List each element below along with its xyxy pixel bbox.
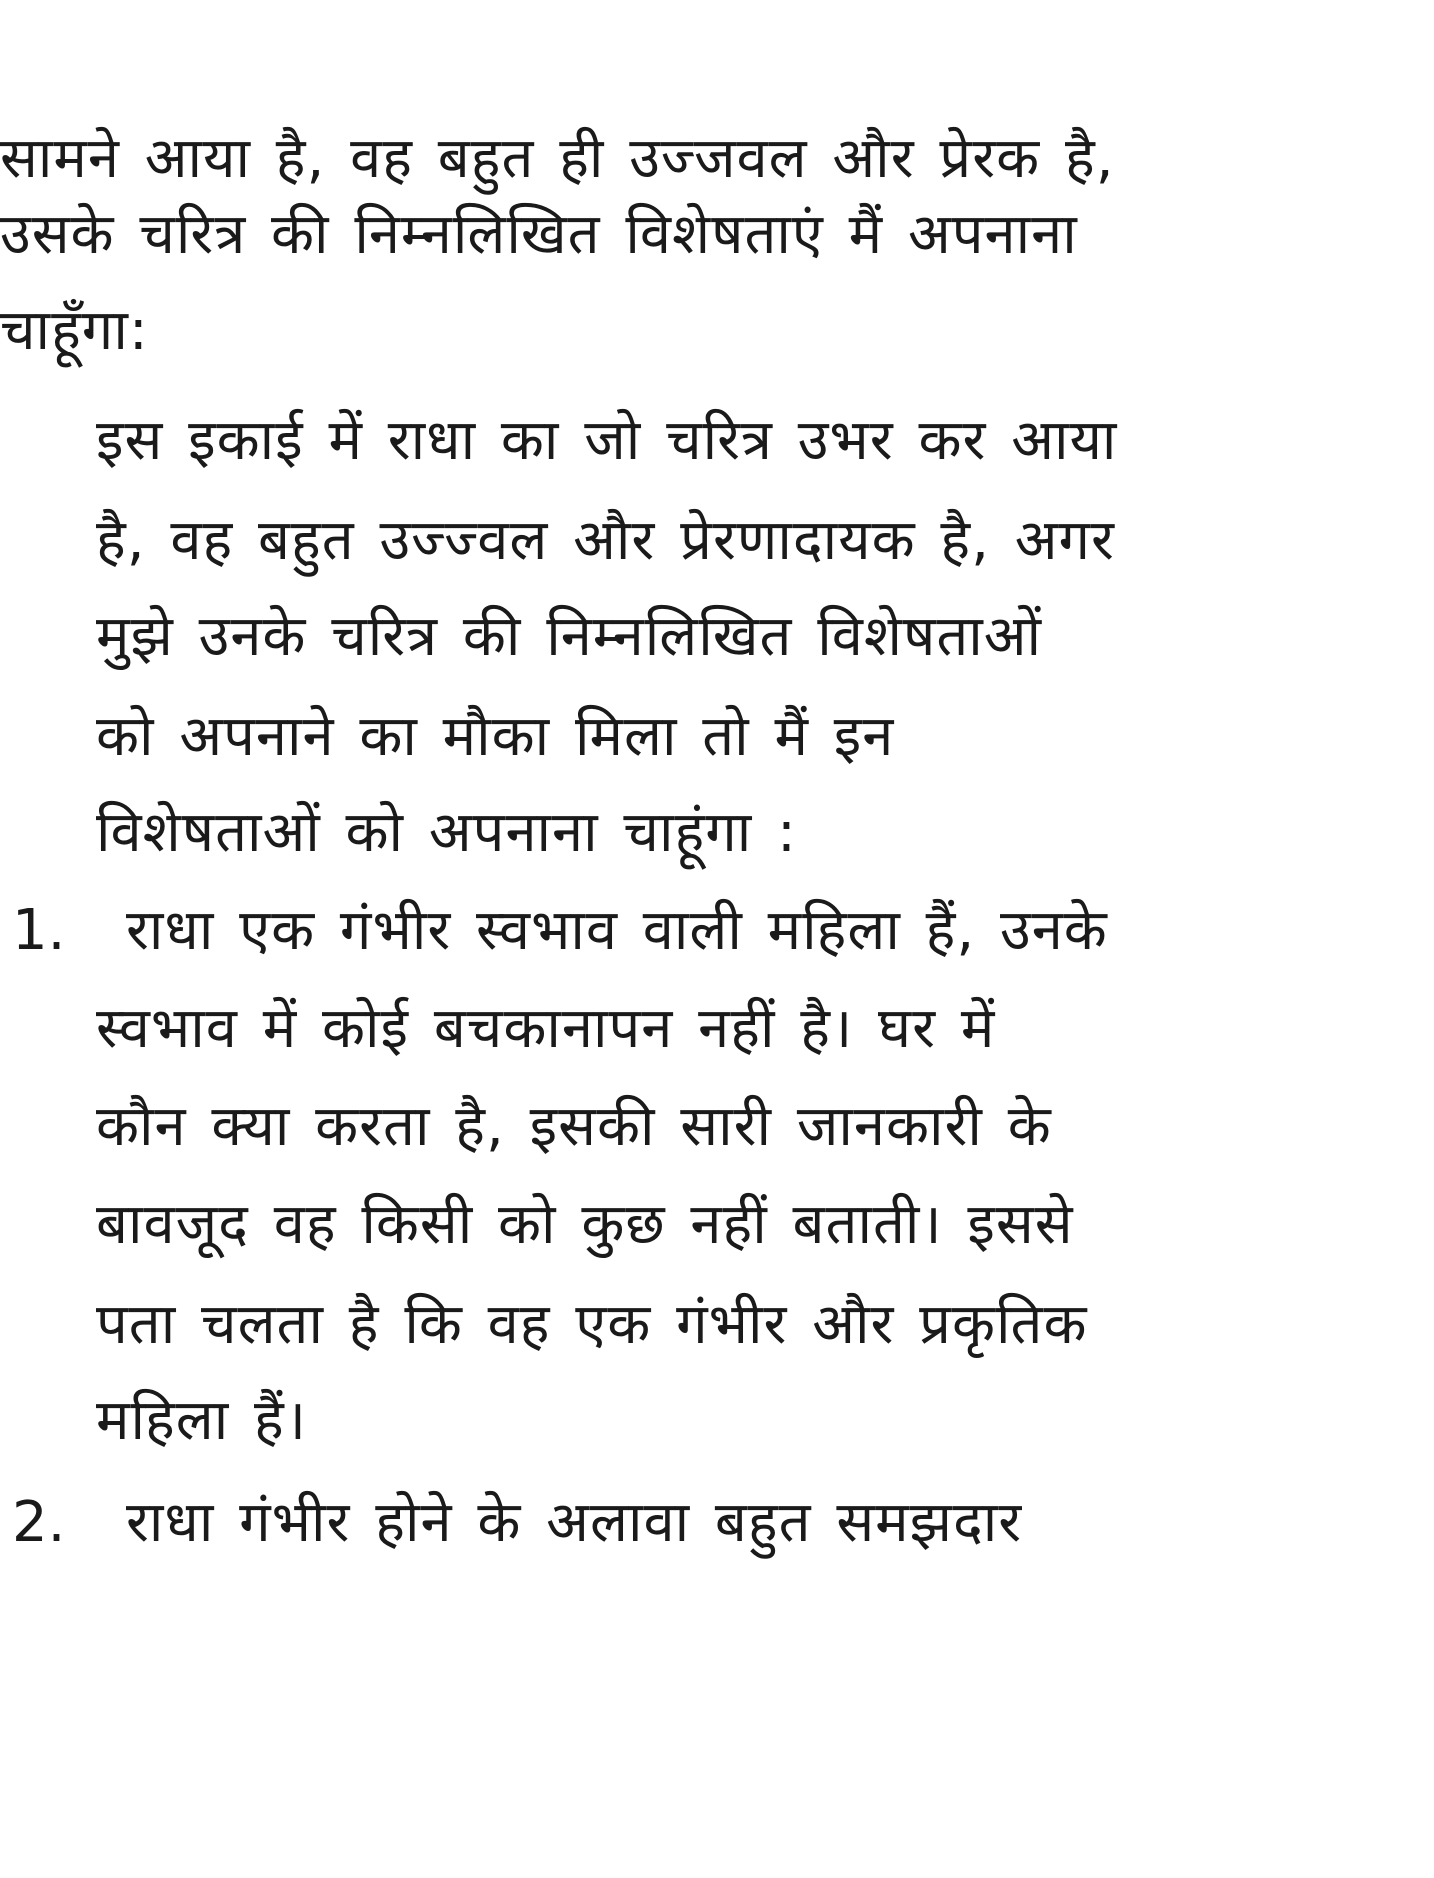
paragraph-line: को अपनाने का मौका मिला तो मैं इन [96,704,895,769]
paragraph-line: मुझे उनके चरित्र की निम्नलिखित विशेषताओं [96,604,1042,669]
paragraph-line: है, वह बहुत उज्ज्वल और प्रेरणादायक है, अगर [96,508,1115,573]
list-item-number: 2. [12,1490,66,1555]
list-item-line: बावजूद वह किसी को कुछ नहीं बताती। इससे [96,1192,1074,1257]
list-item-line: महिला हैं। [96,1388,307,1453]
list-item-line: राधा गंभीर होने के अलावा बहुत समझदार [126,1490,1023,1555]
list-item-line: पता चलता है कि वह एक गंभीर और प्रकृतिक [96,1292,1088,1357]
paragraph-line: इस इकाई में राधा का जो चरित्र उभर कर आया [96,408,1118,473]
intro-line: उसके चरित्र की निम्नलिखित विशेषताएं मैं अपनाना [0,202,1078,267]
intro-line: सामने आया है, वह बहुत ही उज्जवल और प्रेरक है, [0,126,1115,191]
list-item-number: 1. [12,898,66,963]
list-item-line: राधा एक गंभीर स्वभाव वाली महिला हैं, उनके [126,898,1108,963]
list-item-line: कौन क्या करता है, इसकी सारी जानकारी के [96,1094,1052,1159]
paragraph-line: विशेषताओं को अपनाना चाहूंगा : [96,800,797,865]
list-item-line: स्वभाव में कोई बचकानापन नहीं है। घर में [96,996,996,1061]
intro-line: चाहूँगा: [0,298,149,363]
